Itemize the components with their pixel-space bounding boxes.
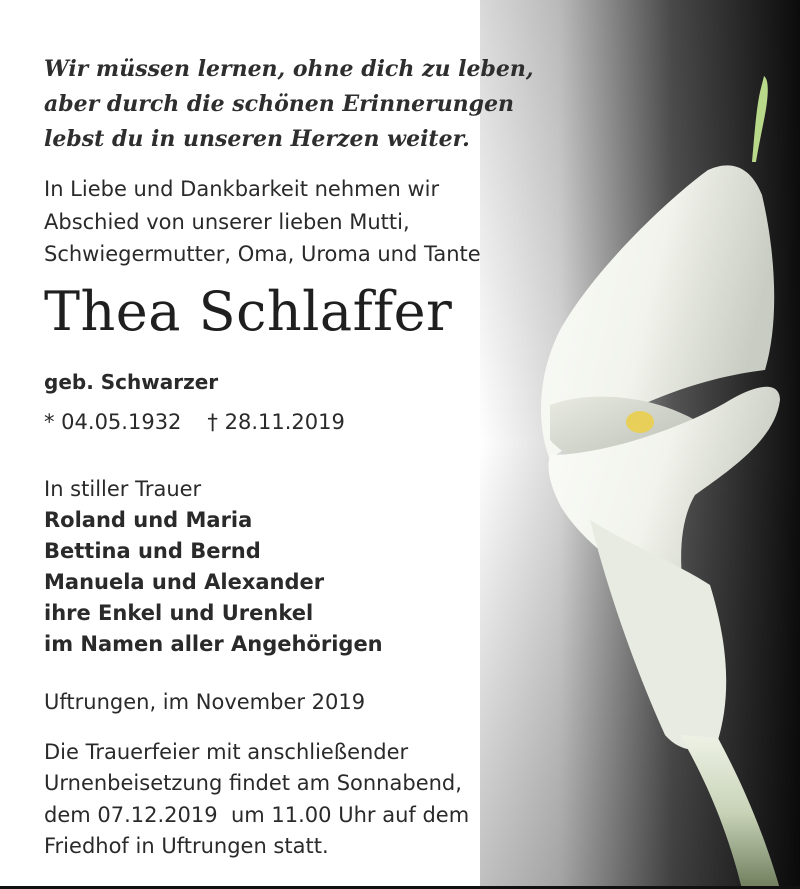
- mourner-1: Roland und Maria: [44, 508, 253, 532]
- mourners-intro: In stiller Trauer: [44, 477, 202, 501]
- place-date: Uftrungen, im November 2019: [44, 690, 366, 714]
- funeral-line-4: Friedhof in Uftrungen statt.: [44, 834, 329, 858]
- calla-lily-icon: [480, 0, 800, 889]
- calla-lily-photo: [480, 0, 800, 889]
- mourner-5: im Namen aller Angehörigen: [44, 632, 383, 656]
- deceased-name: Thea Schlaffer: [44, 280, 453, 343]
- birth-date: * 04.05.1932: [44, 410, 182, 434]
- motto-line-2: aber durch die schönen Erinnerungen: [44, 91, 515, 117]
- life-dates: [44, 410, 345, 434]
- intro-line-2: Abschied von unserer lieben Mutti,: [44, 210, 410, 234]
- birth-name: geb. Schwarzer: [44, 370, 219, 394]
- intro-line-1: In Liebe und Dankbarkeit nehmen wir: [44, 177, 440, 201]
- mourner-4: ihre Enkel und Urenkel: [44, 601, 314, 625]
- intro-line-3: Schwiegermutter, Oma, Uroma und Tante: [44, 242, 481, 266]
- motto-line-1: Wir müssen lernen, ohne dich zu leben,: [44, 56, 534, 82]
- mourner-3: Manuela und Alexander: [44, 570, 325, 594]
- funeral-line-1: Die Trauerfeier mit anschließender: [44, 740, 409, 764]
- motto-line-3: lebst du in unseren Herzen weiter.: [44, 126, 470, 152]
- death-date: † 28.11.2019: [207, 410, 345, 434]
- mourner-2: Bettina und Bernd: [44, 539, 261, 563]
- funeral-line-2: Urnenbeisetzung findet am Sonnabend,: [44, 771, 462, 795]
- funeral-line-3: dem 07.12.2019 um 11.00 Uhr auf dem: [44, 803, 470, 827]
